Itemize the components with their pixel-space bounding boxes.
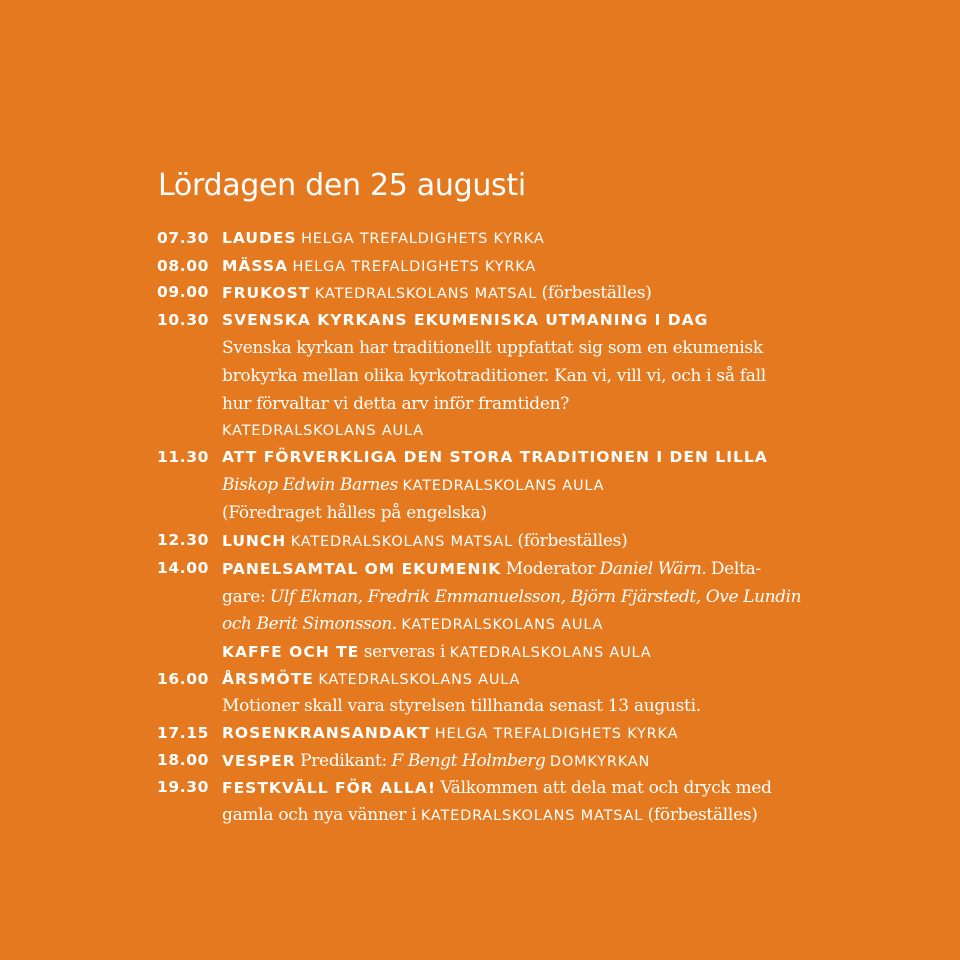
moderator-name: Daniel Wärn. — [599, 559, 707, 579]
item-content — [222, 313, 708, 329]
item-content — [222, 672, 520, 688]
item-content — [222, 561, 761, 578]
description-text: hur förvaltar vi detta arv inför framtiden? — [222, 394, 570, 414]
item-content — [222, 533, 627, 550]
time-label: 14.00 — [157, 559, 210, 577]
item-content — [222, 450, 768, 466]
event-title: ATT FÖRVERKLIGA DEN STORA TRADITIONEN I DEN LILLA — [222, 448, 768, 466]
time-label: 16.00 — [157, 670, 210, 688]
description-text: gamla och nya vänner i — [222, 805, 417, 825]
time-label: 09.00 — [157, 283, 210, 301]
item-content — [222, 589, 801, 606]
location: HELGA TREFALDIGHETS KYRKA — [301, 231, 545, 247]
note: (förbeställes) — [517, 531, 628, 551]
location: KATEDRALSKOLANS AULA — [402, 478, 605, 494]
time-label: 11.30 — [157, 448, 210, 466]
item-content — [222, 644, 651, 661]
location: HELGA TREFALDIGHETS KYRKA — [292, 259, 537, 275]
description-text: Svenska kyrkan har traditionellt uppfattat sig som en ekumenisk — [222, 338, 763, 358]
location: KATEDRALSKOLANS AULA — [222, 423, 424, 439]
event-title: LAUDES — [222, 229, 297, 247]
item-content — [222, 780, 772, 797]
event-title: ÅRSMÖTE — [222, 670, 314, 688]
preacher-name: F Bengt Holmberg — [391, 751, 546, 771]
preacher-label: Predikant: — [300, 751, 387, 771]
coffee-text: serveras i — [363, 642, 446, 662]
event-title: FESTKVÄLL FÖR ALLA! — [222, 779, 436, 797]
event-title: ROSENKRANSANDAKT — [222, 724, 431, 742]
panel-names: och Berit Simonsson. — [222, 614, 397, 634]
coffee-title: KAFFE OCH TE — [222, 643, 360, 661]
item-content — [222, 807, 758, 824]
event-title: MÄSSA — [222, 257, 289, 275]
event-title: LUNCH — [222, 532, 287, 550]
item-content — [222, 726, 678, 742]
location: DOMKYRKAN — [549, 754, 651, 770]
panel-names: Ulf Ekman, Fredrik Emmanuelsson, Björn Fjärstedt, Ove Lundin — [269, 587, 802, 607]
time-label: 12.30 — [157, 531, 210, 549]
time-label: 10.30 — [157, 311, 210, 329]
item-content — [222, 231, 545, 247]
event-title: SVENSKA KYRKANS EKUMENISKA UTMANING I DAG — [222, 311, 709, 329]
page-title: Lördagen den 25 augusti — [158, 168, 526, 203]
location: KATEDRALSKOLANS AULA — [318, 672, 521, 688]
moderator-label: Moderator — [505, 559, 596, 579]
item-content — [222, 285, 652, 302]
speaker-name: Biskop Edwin Barnes — [222, 475, 398, 495]
note: (förbeställes) — [541, 283, 652, 303]
hyphen-word: Delta- — [710, 559, 761, 579]
location: KATEDRALSKOLANS AULA — [449, 645, 652, 661]
item-content — [222, 753, 650, 770]
time-label: 08.00 — [157, 257, 210, 275]
event-title: VESPER — [222, 752, 296, 770]
event-title: FRUKOST — [222, 284, 311, 302]
location: KATEDRALSKOLANS MATSAL — [314, 286, 538, 302]
time-label: 07.30 — [157, 229, 210, 247]
item-content — [222, 477, 604, 494]
description-text: Motioner skall vara styrelsen tillhanda senast 13 augusti. — [222, 696, 701, 716]
time-label: 17.15 — [157, 724, 210, 742]
item-content — [222, 259, 536, 275]
location: KATEDRALSKOLANS MATSAL — [420, 808, 644, 824]
time-label: 18.00 — [157, 751, 210, 769]
location: HELGA TREFALDIGHETS KYRKA — [434, 726, 679, 742]
panel-label: gare: — [222, 587, 266, 607]
item-content — [222, 616, 603, 633]
description-text: brokyrka mellan olika kyrkotraditioner. Kan vi, vill vi, och i så fall — [222, 366, 766, 386]
location: KATEDRALSKOLANS AULA — [401, 617, 604, 633]
location: KATEDRALSKOLANS MATSAL — [290, 534, 513, 550]
note: (Föredraget hålles på engelska) — [222, 503, 487, 523]
description-text: Välkommen att dela mat och dryck med — [440, 778, 772, 798]
time-label: 19.30 — [157, 778, 210, 796]
event-title: PANELSAMTAL OM EKUMENIK — [222, 560, 502, 578]
note: (förbeställes) — [647, 805, 758, 825]
